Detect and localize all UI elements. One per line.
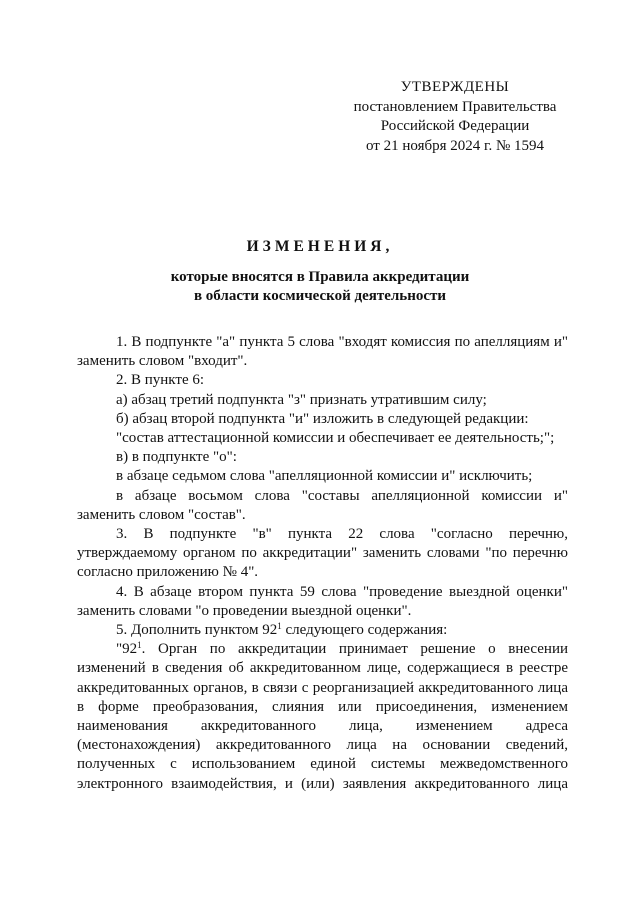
paragraph-1: 1. В подпункте "а" пункта 5 слова "входят комиссия по апелляциям и" заменить словом "входит". bbox=[77, 334, 568, 370]
paragraph-3: а) абзац третий подпункта "з" признать утратившим силу; bbox=[116, 391, 487, 408]
paragraph-12 bbox=[77, 640, 568, 794]
subtitle-line-2: в области космической деятельности bbox=[193, 288, 447, 304]
paragraph-6: в) в подпункте "о": bbox=[116, 449, 237, 466]
title-subtitle bbox=[0, 268, 640, 306]
approval-line-2: Российской Федерации bbox=[380, 118, 530, 134]
approval-line-3: от 21 ноября 2024 г. № 1594 bbox=[365, 137, 545, 154]
approval-line-1: постановлением Правительства bbox=[353, 98, 557, 115]
subtitle-line-1: которые вносятся в Правила аккредитации bbox=[170, 269, 470, 285]
document-body bbox=[77, 333, 568, 794]
paragraph-9: 3. В подпункте "в" пункта 22 слова "согласно перечню, утверждаемому органом по аккредитации" заменить словами "по перечню согласно приложению № 4". bbox=[77, 526, 568, 581]
paragraph-12-text-b: . Орган по аккредитации принимает решение о внесении изменений в сведения об аккредитованном лице, содержащиеся в реестре аккредитованных органов, в связи с реорганизацией аккредитованного лица в форме преобразования, слияния или присоединения, изменением наименования аккредитованного лица, изменением адреса (местонахождения) аккредитованного лица на основании сведений, полученных с использованием единой системы межведомственного электронного взаимодействия, и (или) заявления аккредитованного лица bbox=[77, 641, 568, 792]
paragraph-4: б) абзац второй подпункта "и" изложить в следующей редакции: bbox=[116, 410, 529, 427]
paragraph-11-superscript: 1 bbox=[277, 621, 282, 632]
paragraph-11-text-b: следующего содержания: bbox=[281, 622, 448, 639]
paragraph-11 bbox=[77, 621, 568, 640]
paragraph-12-superscript: 1 bbox=[137, 640, 142, 651]
paragraph-7: в абзаце седьмом слова "апелляционной комиссии и" исключить; bbox=[116, 468, 533, 485]
approval-block bbox=[330, 78, 580, 156]
paragraph-5: "состав аттестационной комиссии и обеспечивает ее деятельность;"; bbox=[116, 430, 555, 447]
paragraph-12-text-a: "92 bbox=[116, 641, 138, 658]
approval-heading: УТВЕРЖДЕНЫ bbox=[400, 79, 510, 95]
paragraph-2: 2. В пункте 6: bbox=[116, 372, 205, 389]
document-title bbox=[0, 236, 640, 306]
paragraph-10: 4. В абзаце втором пункта 59 слова "проведение выездной оценки" заменить словами "о проведении выездной оценки". bbox=[77, 583, 568, 619]
title-main: ИЗМЕНЕНИЯ, bbox=[246, 238, 394, 255]
paragraph-11-text-a: 5. Дополнить пунктом 92 bbox=[116, 622, 278, 639]
paragraph-8: в абзаце восьмом слова "составы апелляционной комиссии и" заменить словом "состав". bbox=[77, 487, 568, 523]
